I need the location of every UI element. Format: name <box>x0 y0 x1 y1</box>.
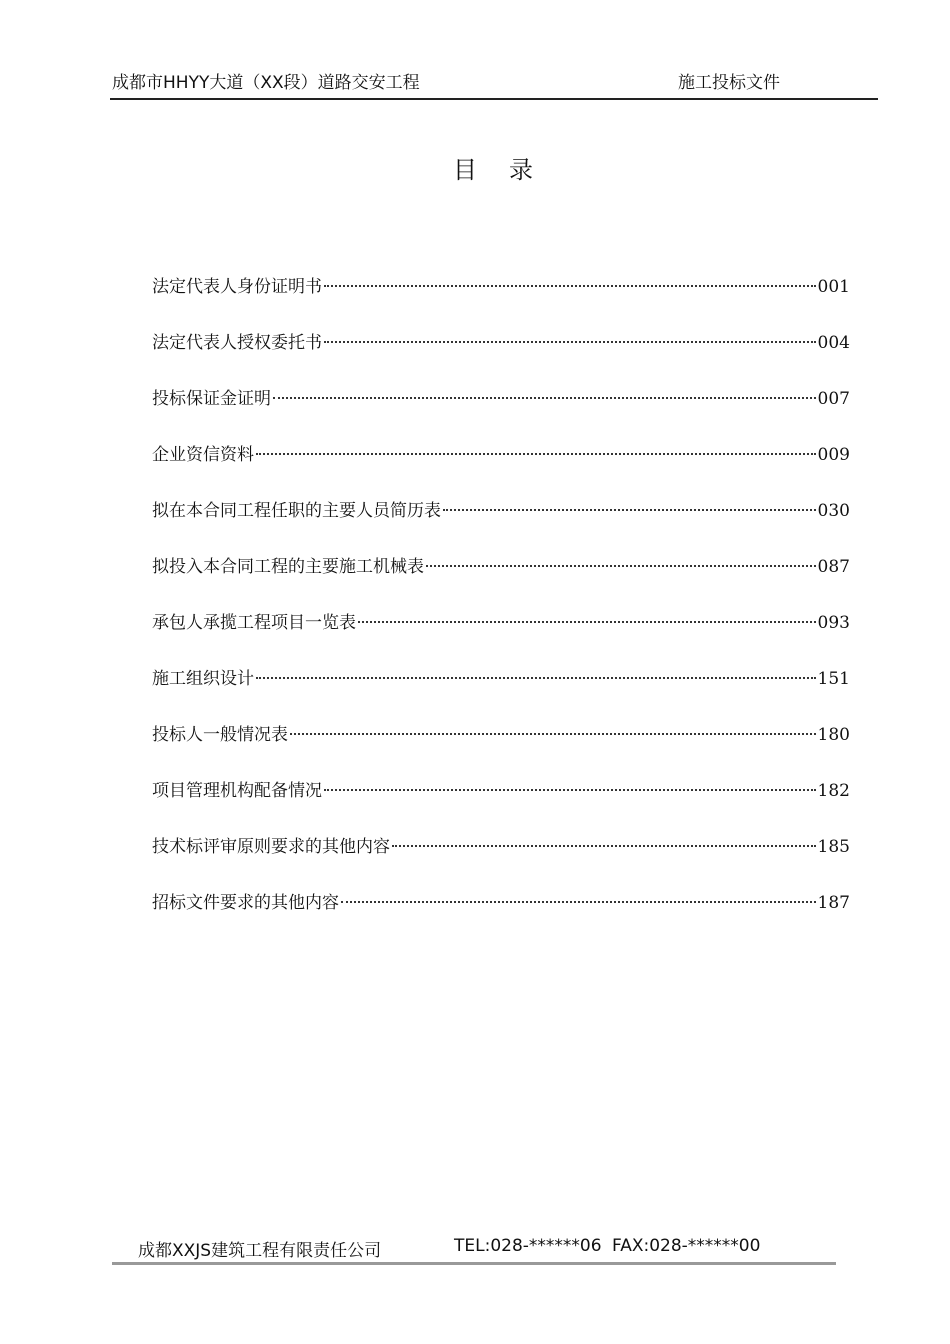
toc-leader-dots <box>273 397 816 399</box>
table-of-contents <box>152 272 850 944</box>
page-footer <box>112 1232 836 1265</box>
toc-leader-dots <box>324 285 816 287</box>
toc-leader-dots <box>392 845 816 847</box>
toc-leader-dots <box>426 565 816 567</box>
toc-entry-page: 093 <box>817 613 850 633</box>
toc-entry-label: 投标人一般情况表 <box>152 725 288 745</box>
toc-entry-page: 009 <box>817 445 850 465</box>
toc-entry-label: 承包人承揽工程项目一览表 <box>152 613 356 633</box>
toc-entry-page: 004 <box>817 333 850 353</box>
toc-leader-dots <box>324 341 816 343</box>
toc-entry-page: 087 <box>817 557 850 577</box>
toc-entry-page: 187 <box>817 893 850 913</box>
toc-entry-page: 007 <box>817 389 850 409</box>
toc-entry-label: 拟投入本合同工程的主要施工机械表 <box>152 557 424 577</box>
page-header <box>110 62 878 100</box>
toc-entry[interactable] <box>152 272 850 328</box>
toc-entry[interactable] <box>152 384 850 440</box>
footer-company-name: 成都XXJS建筑工程有限责任公司 <box>138 1241 382 1261</box>
footer-fax: FAX:028-******00 <box>612 1236 761 1256</box>
toc-entry[interactable] <box>152 664 850 720</box>
toc-entry-label: 招标文件要求的其他内容 <box>152 893 339 913</box>
toc-entry-page: 185 <box>817 837 850 857</box>
footer-telephone: TEL:028-******06 <box>454 1236 602 1256</box>
toc-entry[interactable] <box>152 552 850 608</box>
toc-entry[interactable] <box>152 440 850 496</box>
toc-entry-label: 施工组织设计 <box>152 669 254 689</box>
header-project-title: 成都市HHYY大道（XX段）道路交安工程 <box>112 73 420 93</box>
toc-entry-page: 182 <box>817 781 850 801</box>
toc-entry-page: 030 <box>817 501 850 521</box>
toc-entry-label: 拟在本合同工程任职的主要人员简历表 <box>152 501 441 521</box>
toc-entry-label: 技术标评审原则要求的其他内容 <box>152 837 390 857</box>
toc-leader-dots <box>256 677 816 679</box>
toc-entry-label: 法定代表人授权委托书 <box>152 333 322 353</box>
toc-entry[interactable] <box>152 328 850 384</box>
toc-entry[interactable] <box>152 832 850 888</box>
toc-entry[interactable] <box>152 776 850 832</box>
header-document-type: 施工投标文件 <box>678 73 780 93</box>
toc-entry-label: 项目管理机构配备情况 <box>152 781 322 801</box>
toc-title: 目 录 <box>453 156 537 184</box>
toc-entry-label: 投标保证金证明 <box>152 389 271 409</box>
toc-entry-page: 151 <box>817 669 850 689</box>
toc-leader-dots <box>358 621 816 623</box>
toc-leader-dots <box>324 789 816 791</box>
toc-entry-label: 企业资信资料 <box>152 445 254 465</box>
toc-entry[interactable] <box>152 608 850 664</box>
toc-entry[interactable] <box>152 720 850 776</box>
toc-leader-dots <box>341 901 816 903</box>
toc-entry-page: 180 <box>817 725 850 745</box>
toc-leader-dots <box>256 453 816 455</box>
toc-entry-label: 法定代表人身份证明书 <box>152 277 322 297</box>
toc-leader-dots <box>443 509 816 511</box>
toc-entry-page: 001 <box>817 277 850 297</box>
toc-leader-dots <box>290 733 816 735</box>
toc-entry[interactable] <box>152 888 850 944</box>
toc-entry[interactable] <box>152 496 850 552</box>
